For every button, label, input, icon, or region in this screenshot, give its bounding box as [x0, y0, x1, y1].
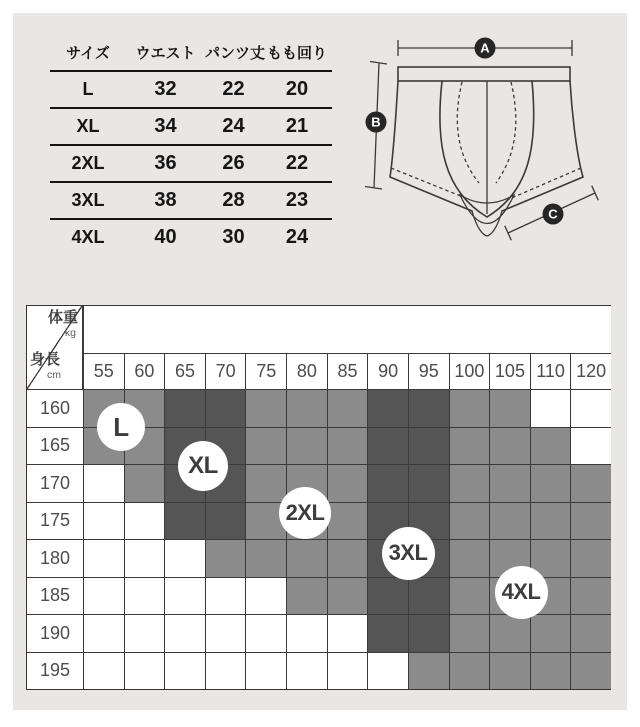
- fit-cell: [570, 614, 611, 652]
- height-row-header: 185: [27, 577, 83, 615]
- size-measurements-table: [50, 42, 332, 255]
- height-row-header: 175: [27, 502, 83, 540]
- axis-corner-cell: [27, 306, 83, 389]
- fit-cell: [570, 502, 611, 540]
- fit-cell: [327, 389, 368, 427]
- fit-cell: [245, 464, 286, 502]
- fit-cell: [327, 464, 368, 502]
- height-row-header: 170: [27, 464, 83, 502]
- fit-cell: [286, 389, 327, 427]
- fit-cell: [83, 614, 124, 652]
- fit-cell: [327, 539, 368, 577]
- size-cell-value: 21: [262, 108, 332, 145]
- fit-cell: [164, 502, 205, 540]
- fit-cell: [205, 539, 246, 577]
- fit-cell: [83, 464, 124, 502]
- fit-cell: [530, 502, 571, 540]
- fit-cell: [286, 539, 327, 577]
- y-axis-title: 身長: [30, 351, 61, 368]
- fit-cell: [570, 577, 611, 615]
- col-header-size: サイズ: [50, 42, 126, 71]
- fit-cell: [570, 427, 611, 465]
- size-cell-value: 26: [205, 145, 262, 182]
- fit-cell: [530, 614, 571, 652]
- size-cell-value: 23: [262, 182, 332, 219]
- fit-cell: [408, 427, 449, 465]
- size-bubble-L: L: [97, 403, 145, 451]
- fit-cell: [83, 539, 124, 577]
- boxer-measurement-diagram: [350, 30, 630, 300]
- size-cell-value: 22: [205, 71, 262, 108]
- height-row-header: 190: [27, 614, 83, 652]
- fit-cell: [286, 577, 327, 615]
- weight-col-header: 60: [124, 354, 165, 389]
- fit-cell: [83, 502, 124, 540]
- fit-cell: [205, 652, 246, 690]
- fit-cell: [530, 389, 571, 427]
- fit-cell: [489, 614, 530, 652]
- weight-col-header: 90: [367, 354, 408, 389]
- fit-cell: [124, 502, 165, 540]
- size-table-header-row: [50, 42, 332, 71]
- fit-cell: [205, 389, 246, 427]
- size-table-row: [50, 108, 332, 145]
- size-cell-name: L: [50, 71, 126, 108]
- fit-cell: [327, 652, 368, 690]
- fit-cell: [286, 427, 327, 465]
- fit-cell: [286, 652, 327, 690]
- fit-cell: [205, 614, 246, 652]
- header-empty-band: [83, 306, 611, 354]
- size-cell-value: 20: [262, 71, 332, 108]
- fit-cell: [489, 652, 530, 690]
- fit-cell: [489, 502, 530, 540]
- size-cell-value: 28: [205, 182, 262, 219]
- height-row-header: 165: [27, 427, 83, 465]
- size-cell-value: 34: [126, 108, 205, 145]
- fit-cell: [570, 539, 611, 577]
- size-cell-name: 4XL: [71, 227, 105, 247]
- fit-cell: [367, 389, 408, 427]
- measure-B-line: [365, 62, 387, 190]
- measure-C-line: [505, 186, 599, 241]
- size-cell-value: 32: [126, 71, 205, 108]
- fit-cell: [245, 652, 286, 690]
- fit-cell: [408, 389, 449, 427]
- fit-cell: [367, 614, 408, 652]
- size-cell-name: XL: [50, 108, 126, 145]
- fit-cell: [124, 614, 165, 652]
- x-axis-title: 体重: [47, 309, 78, 326]
- weight-col-header: 55: [83, 354, 124, 389]
- fit-cell: [449, 427, 490, 465]
- size-cell-name: 3XL: [50, 182, 126, 219]
- weight-col-header: 70: [205, 354, 246, 389]
- size-cell-value: 24: [285, 226, 309, 248]
- fit-cell: [449, 502, 490, 540]
- height-row-header: 160: [27, 389, 83, 427]
- fit-cell: [124, 464, 165, 502]
- size-table-row: [50, 182, 332, 219]
- fit-cell: [245, 577, 286, 615]
- size-bubble-2XL: 2XL: [279, 487, 331, 539]
- fit-cell: [205, 502, 246, 540]
- size-bubble-XL: XL: [178, 441, 228, 491]
- fit-cell: [124, 577, 165, 615]
- size-bubble-4XL: 4XL: [495, 566, 548, 619]
- fit-cell: [164, 577, 205, 615]
- size-cell-value: 24: [205, 108, 262, 145]
- fit-cell: [408, 577, 449, 615]
- fit-cell: [449, 539, 490, 577]
- fit-cell: [449, 577, 490, 615]
- size-cell-name: 2XL: [50, 145, 126, 182]
- badge-A-label: A: [480, 40, 490, 56]
- weight-col-header: 110: [530, 354, 571, 389]
- fit-cell: [570, 464, 611, 502]
- weight-col-header: 80: [286, 354, 327, 389]
- weight-col-header: 95: [408, 354, 449, 389]
- fit-cell: [367, 652, 408, 690]
- size-cell-value: 36: [126, 145, 205, 182]
- fit-cell: [408, 652, 449, 690]
- x-axis-unit: kg: [64, 327, 76, 339]
- size-table-row: [50, 219, 332, 255]
- fit-cell: [489, 427, 530, 465]
- fit-cell: [164, 652, 205, 690]
- fit-cell: [449, 614, 490, 652]
- fit-cell: [530, 427, 571, 465]
- fit-cell: [205, 577, 246, 615]
- fit-cell: [449, 389, 490, 427]
- weight-col-header: 85: [327, 354, 368, 389]
- height-row-header: 195: [27, 652, 83, 690]
- fit-cell: [530, 464, 571, 502]
- fit-cell: [327, 614, 368, 652]
- fit-cell: [327, 427, 368, 465]
- fit-cell: [530, 652, 571, 690]
- measure-A-line: [398, 38, 572, 59]
- badge-C-label: C: [548, 206, 558, 222]
- size-cell-value: 22: [262, 145, 332, 182]
- height-row-header: 180: [27, 539, 83, 577]
- col-header-length: パンツ丈: [205, 42, 262, 71]
- fit-cell: [164, 539, 205, 577]
- size-cell-value: 38: [126, 182, 205, 219]
- fit-cell: [367, 427, 408, 465]
- fit-cell: [570, 389, 611, 427]
- weight-col-header: 120: [570, 354, 611, 389]
- fit-cell: [489, 464, 530, 502]
- fit-cell: [570, 652, 611, 690]
- fit-cell: [124, 539, 165, 577]
- fit-cell: [83, 652, 124, 690]
- weight-col-header: 65: [164, 354, 205, 389]
- fit-cell: [408, 464, 449, 502]
- weight-col-header: 105: [489, 354, 530, 389]
- fit-cell: [245, 614, 286, 652]
- fit-cell: [164, 614, 205, 652]
- size-cell-value: 40: [154, 226, 177, 248]
- y-axis-unit: cm: [47, 369, 61, 381]
- size-bubble-3XL: 3XL: [382, 527, 435, 580]
- fit-cell: [449, 652, 490, 690]
- size-table-row: [50, 71, 332, 108]
- fit-cell: [245, 539, 286, 577]
- fit-cell: [124, 652, 165, 690]
- fit-cell: [489, 389, 530, 427]
- fit-cell: [83, 577, 124, 615]
- fit-cell: [245, 389, 286, 427]
- size-table-row: [50, 145, 332, 182]
- fit-cell: [367, 577, 408, 615]
- size-cell-value: 30: [222, 226, 245, 248]
- fit-cell: [449, 464, 490, 502]
- fit-cell: [286, 614, 327, 652]
- fit-cell: [327, 502, 368, 540]
- fit-cell: [367, 464, 408, 502]
- weight-col-header: 100: [449, 354, 490, 389]
- fit-cell: [164, 389, 205, 427]
- weight-col-header: 75: [245, 354, 286, 389]
- col-header-waist: ウエスト: [126, 42, 205, 71]
- fit-cell: [245, 427, 286, 465]
- fit-cell: [408, 614, 449, 652]
- col-header-thigh: もも回り: [262, 42, 332, 71]
- fit-cell: [327, 577, 368, 615]
- badge-B-label: B: [371, 114, 381, 130]
